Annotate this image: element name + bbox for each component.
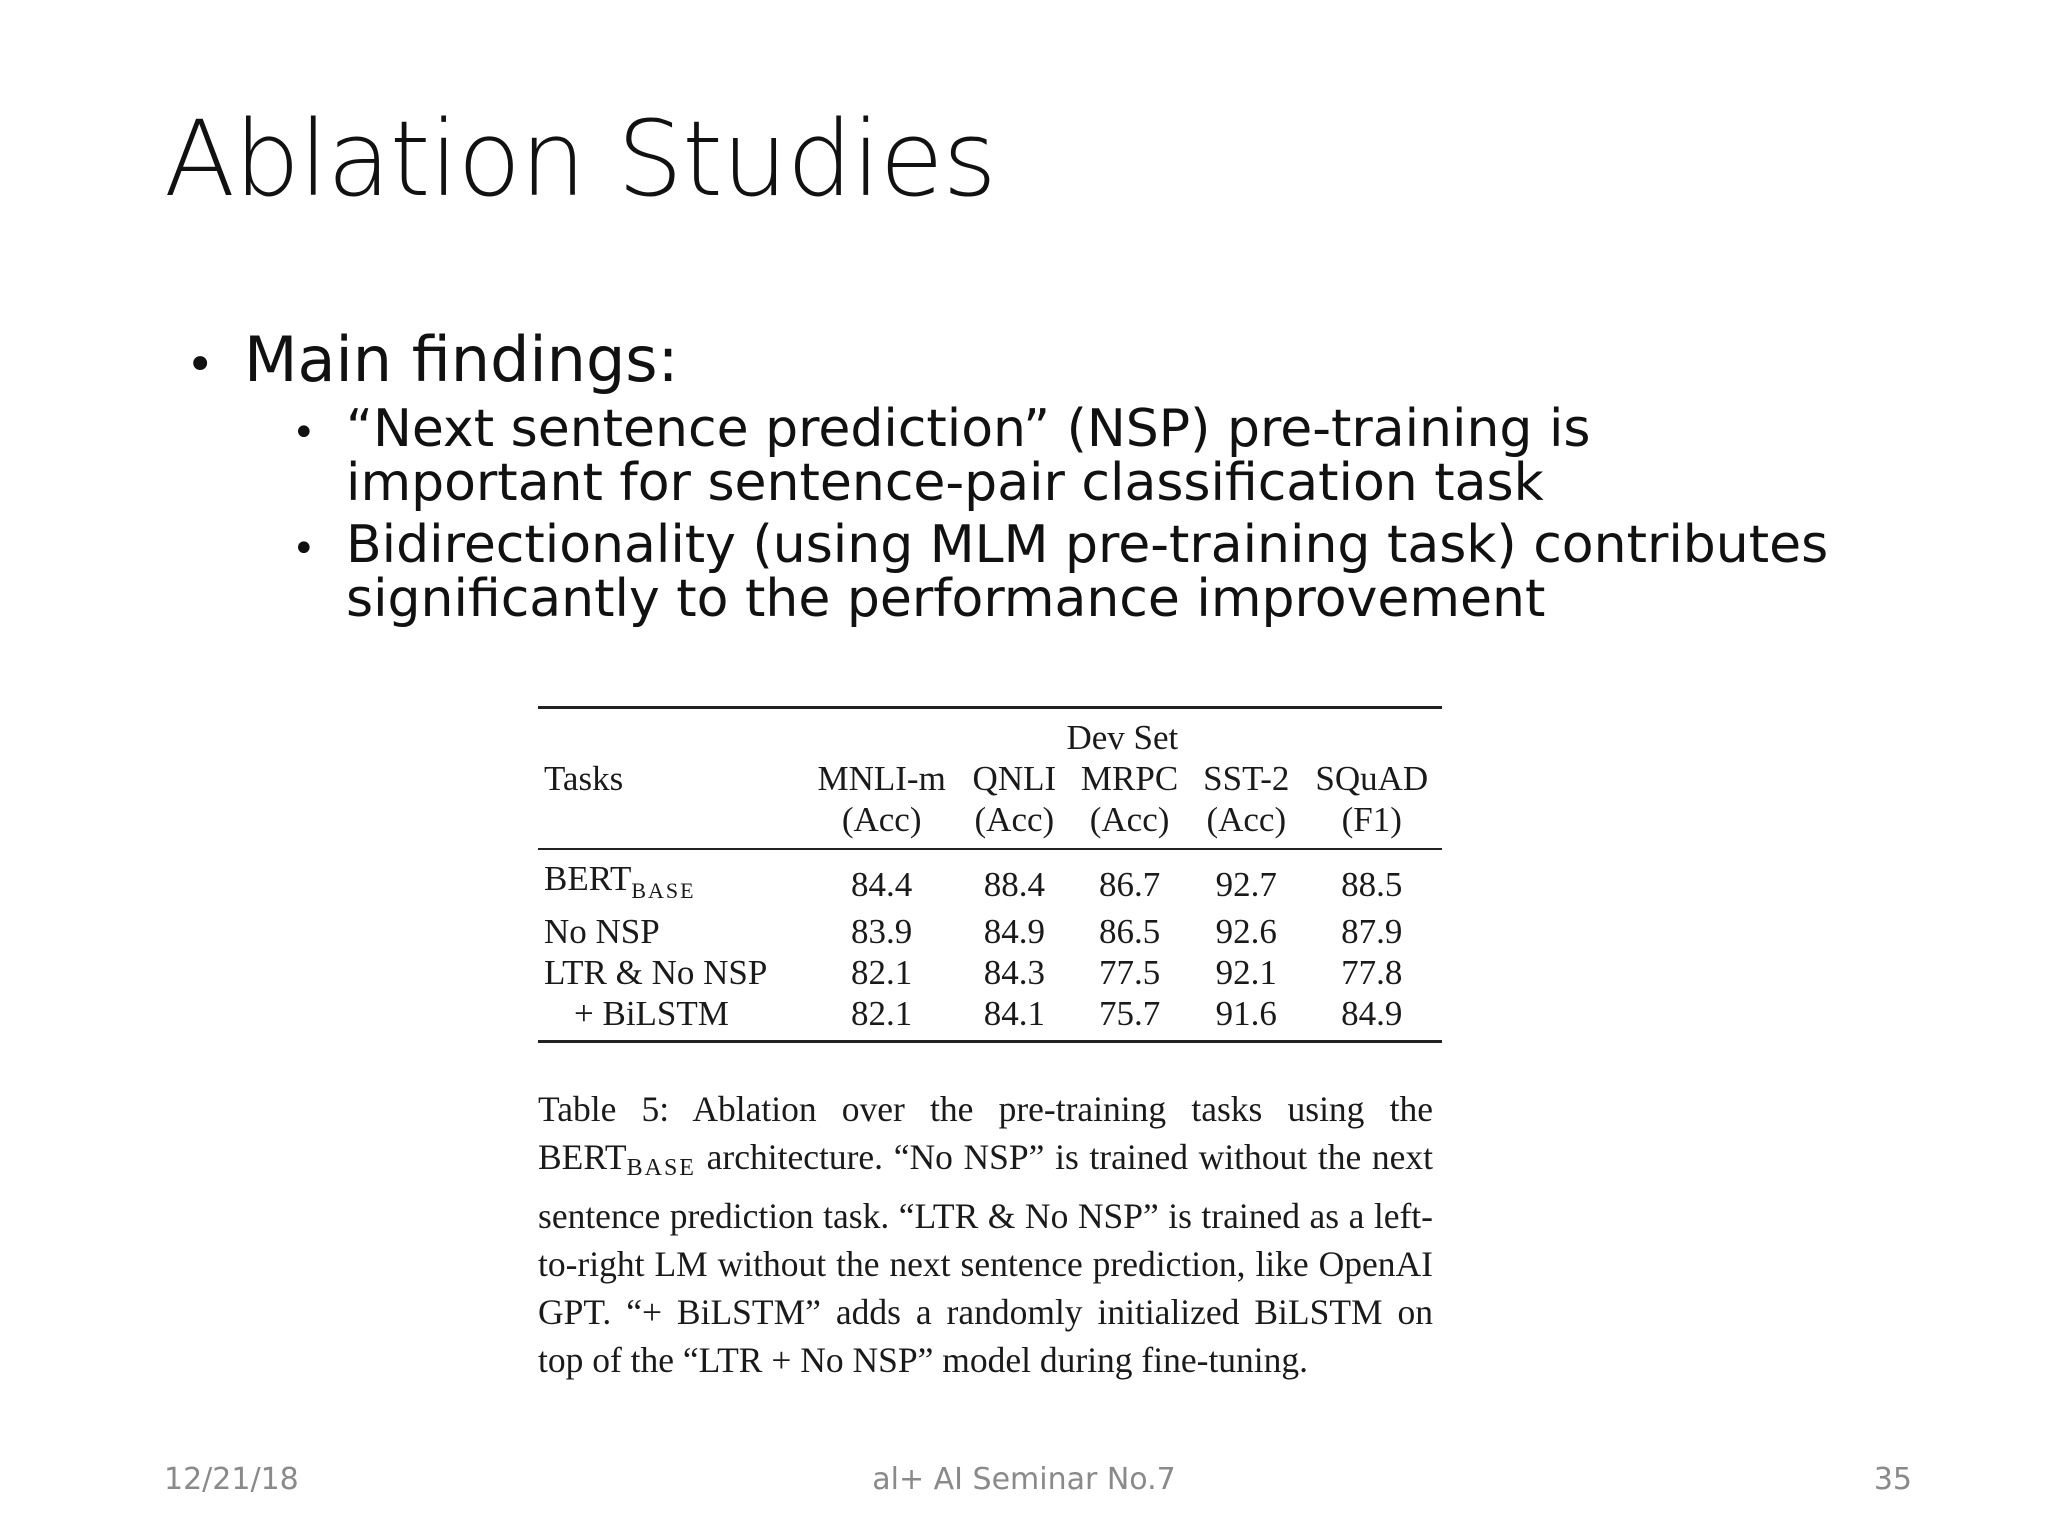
bullet-dot: • (292, 410, 316, 457)
column-header: QNLI (972, 759, 1057, 798)
caption-subscript: BASE (626, 1155, 696, 1181)
caption-part: architecture. “No NSP” is trained without the next sentence prediction task. “LTR & No NSP” is trained as a left-to-right LM without the next sentence prediction, like OpenAI GPT. “+ BiLSTM” adds a randomly initialized BiLSTM on top of the “LTR + No NSP” model during fine-tuning. (538, 1137, 1433, 1380)
table-row (538, 849, 1442, 911)
sub-bullet-text: “Next sentence prediction” (NSP) pre-training is important for sentence-pair classification task (346, 399, 1591, 514)
value-cell: 77.5 (1098, 953, 1161, 992)
table-caption (538, 1085, 1433, 1384)
value-cell: 84.9 (983, 912, 1045, 951)
task-cell: No NSP (544, 912, 660, 951)
column-header: MNLI-m (817, 759, 946, 798)
footer-title: al+ AI Seminar No.7 (872, 1462, 1176, 1497)
value-cell: 92.7 (1215, 865, 1277, 904)
task-subscript: BASE (631, 878, 696, 903)
column-header: SQuAD (1315, 759, 1429, 798)
table-figure (538, 706, 1442, 1420)
results-table (538, 706, 1442, 1043)
value-cell: 87.9 (1341, 912, 1403, 951)
sub-bullet-list (292, 399, 1866, 630)
value-cell: 82.1 (851, 953, 913, 992)
column-header: SST-2 (1203, 759, 1290, 798)
value-cell: 83.9 (851, 912, 913, 951)
value-cell: 82.1 (851, 994, 913, 1033)
value-cell: 84.3 (983, 953, 1045, 992)
bullet-main-findings (186, 323, 1866, 396)
group-header: Dev Set (1066, 718, 1179, 757)
sub-bullet-nsp (292, 399, 1866, 514)
tasks-header: Tasks (544, 759, 624, 798)
value-cell: 86.5 (1098, 912, 1161, 951)
task-name: BERT (544, 859, 632, 898)
sub-bullet-bidirectionality (292, 515, 1866, 630)
value-cell: 92.1 (1215, 953, 1277, 992)
table-body (538, 849, 1442, 1042)
column-metric: (F1) (1341, 800, 1402, 839)
footer-date: 12/21/18 (164, 1462, 299, 1497)
table-row (538, 911, 1442, 952)
caption-part: Table 5: Ablation over the pre-training tasks using the BERT (538, 1089, 1433, 1177)
value-cell: 92.6 (1215, 912, 1277, 951)
header-blank (538, 799, 803, 849)
column-header: MRPC (1080, 759, 1179, 798)
header-blank (538, 708, 803, 759)
value-cell: 75.7 (1098, 994, 1161, 1033)
task-cell (538, 849, 803, 911)
value-cell: 84.9 (1341, 994, 1403, 1033)
task-cell: + BiLSTM (574, 994, 729, 1033)
bullet-dot: • (292, 526, 316, 573)
value-cell: 86.7 (1098, 865, 1161, 904)
column-metric: (Acc) (841, 800, 922, 839)
table-row (538, 952, 1442, 993)
value-cell: 84.4 (851, 865, 913, 904)
bullet-list (186, 323, 1866, 634)
value-cell: 88.4 (983, 865, 1045, 904)
slide-title: Ablation Studies (164, 98, 996, 220)
column-metric: (Acc) (1089, 800, 1170, 839)
bullet-text: Main findings: (244, 323, 679, 396)
column-metric: (Acc) (974, 800, 1055, 839)
column-metric: (Acc) (1206, 800, 1287, 839)
value-cell: 91.6 (1215, 994, 1277, 1033)
value-cell: 88.5 (1341, 865, 1403, 904)
value-cell: 84.1 (983, 994, 1045, 1033)
bullet-dot: • (186, 337, 215, 393)
sub-bullet-text: Bidirectionality (using MLM pre-training task) contributes significantly to the performance improvement (346, 515, 1829, 630)
table-row (538, 993, 1442, 1042)
table-header (538, 708, 1442, 850)
task-cell: LTR & No NSP (544, 953, 768, 992)
value-cell: 77.8 (1341, 953, 1403, 992)
slide-number: 35 (1873, 1462, 1912, 1497)
